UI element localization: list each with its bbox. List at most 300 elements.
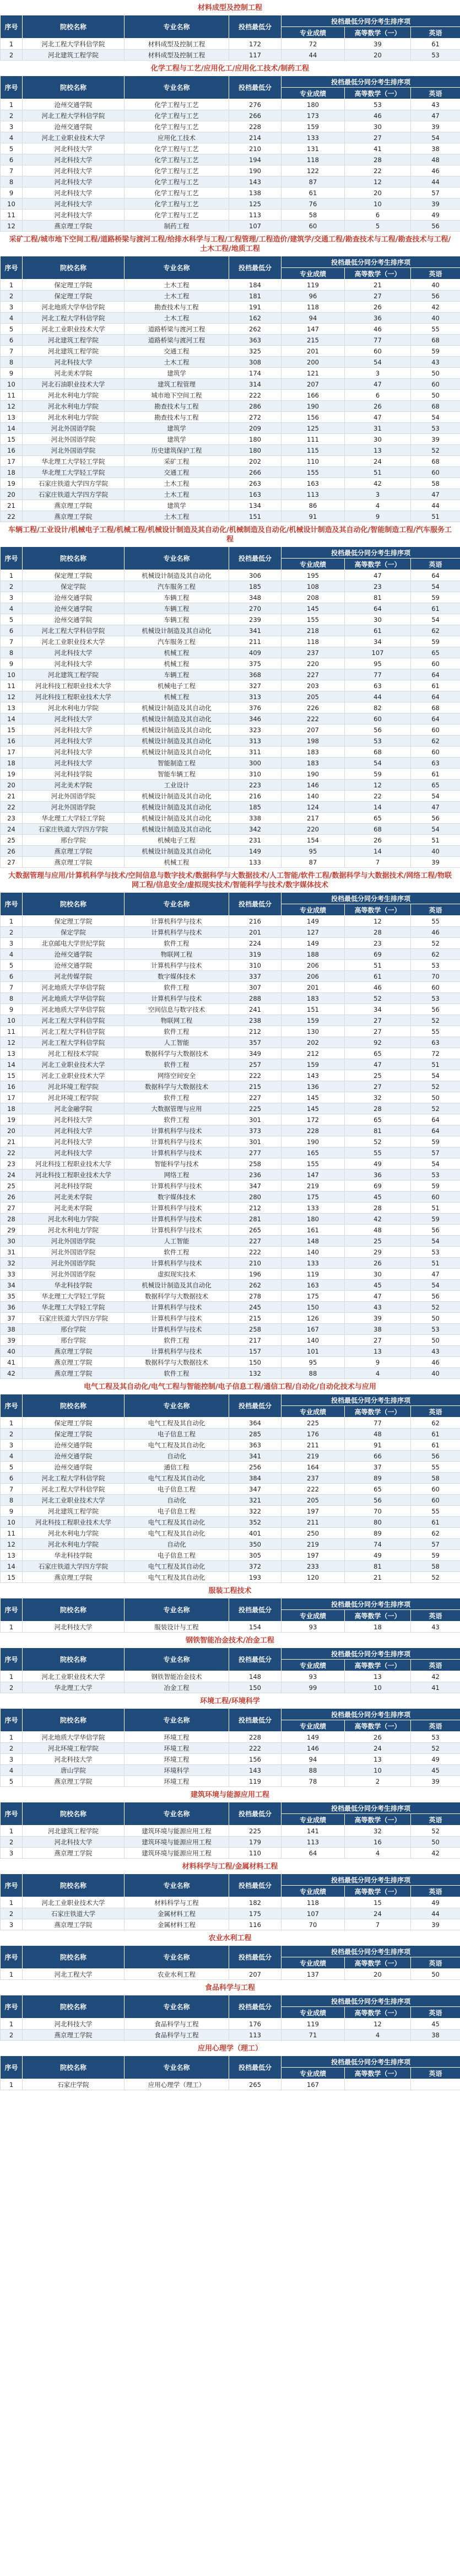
cell-no: 41 (1, 1357, 23, 1368)
table-row (1, 1037, 460, 1048)
cell-score: 118 (282, 154, 345, 165)
cell-min: 265 (229, 1225, 282, 1236)
cell-no: 13 (1, 412, 23, 423)
cell-min: 313 (229, 736, 282, 747)
cell-score: 99 (282, 1682, 345, 1693)
cell-min: 196 (229, 1269, 282, 1280)
cell-no: 24 (1, 1169, 23, 1180)
cell-no: 15 (1, 434, 23, 445)
cell-score: 220 (282, 824, 345, 835)
cell-no: 8 (1, 1495, 23, 1506)
table-row (1, 592, 460, 603)
cell-score: 88 (282, 1765, 345, 1776)
section-title: 钢铁智能冶金技术/冶金工程 (186, 1636, 274, 1645)
cell-score: 136 (282, 1081, 345, 1092)
cell-min: 223 (229, 780, 282, 791)
table-row (1, 1147, 460, 1158)
cell-major: 电子信息工程 (125, 1484, 229, 1495)
cell-score: 126 (282, 1313, 345, 1324)
cell-score: 164 (282, 1462, 345, 1473)
cell-major: 化学工程与工艺 (125, 210, 229, 221)
cell-score: 165 (282, 1147, 345, 1158)
cell-math: 51 (345, 960, 411, 971)
cell-min: 305 (229, 1550, 282, 1561)
cell-score: 154 (282, 835, 345, 846)
header-english: 英语 (411, 2007, 460, 2019)
cell-school: 石家庄学院 (23, 2079, 125, 2090)
cell-score: 86 (282, 500, 345, 511)
cell-major: 通信工程 (125, 1462, 229, 1473)
cell-score: 147 (282, 1169, 345, 1180)
cell-min: 323 (229, 724, 282, 736)
header-major: 专业名称 (125, 2056, 229, 2079)
table-row (1, 1671, 460, 1682)
cell-school: 河北科技大学 (23, 1754, 125, 1765)
cell-eng: 58 (411, 478, 460, 489)
data-section (0, 1379, 460, 1583)
cell-eng: 45 (411, 2019, 460, 2030)
cell-no: 7 (1, 346, 23, 357)
cell-score: 61 (282, 187, 345, 198)
cell-math: 12 (345, 2019, 411, 2030)
cell-no: 9 (1, 1506, 23, 1517)
header-tie-group: 投档最低分同分考生排序项 (282, 76, 460, 88)
cell-score: 205 (282, 691, 345, 702)
cell-eng: 47 (411, 489, 460, 500)
header-major-score: 专业成绩 (282, 1660, 345, 1671)
cell-school: 河北工程大学科信学院 (23, 1026, 125, 1037)
cell-min: 224 (229, 938, 282, 949)
cell-no: 3 (1, 938, 23, 949)
cell-math: 42 (345, 1214, 411, 1225)
cell-no: 4 (1, 313, 23, 324)
table-body (1, 916, 460, 1379)
table-row (1, 938, 460, 949)
cell-school: 河北科技大学 (23, 154, 125, 165)
cell-min: 207 (229, 1969, 282, 1980)
cell-min: 119 (229, 1776, 282, 1787)
cell-school: 石家庄铁道大学四方学院 (23, 824, 125, 835)
table-row (1, 1258, 460, 1269)
cell-school: 河北科技大学 (23, 143, 125, 154)
cell-eng: 62 (411, 1418, 460, 1429)
cell-school: 沧州交通学院 (23, 960, 125, 971)
cell-no: 1 (1, 1418, 23, 1429)
header-row (1, 1874, 460, 1886)
cell-score: 146 (282, 1743, 345, 1754)
cell-major: 化学工程与工艺 (125, 143, 229, 154)
cell-score: 208 (282, 592, 345, 603)
cell-no: 6 (1, 1473, 23, 1484)
cell-no: 1 (1, 1671, 23, 1682)
cell-major: 土木工程 (125, 280, 229, 291)
cell-no: 1 (1, 1622, 23, 1633)
cell-major: 车辆工程 (125, 592, 229, 603)
cell-major: 计算机科学与技术 (125, 960, 229, 971)
header-english: 英语 (411, 268, 460, 280)
cell-eng: 64 (411, 1114, 460, 1125)
cell-school: 河北工业职业技术大学 (23, 324, 125, 335)
header-no: 序号 (1, 1598, 23, 1622)
cell-score: 149 (282, 1732, 345, 1743)
cell-min: 110 (229, 1848, 282, 1859)
cell-eng: 43 (411, 357, 460, 368)
table-row (1, 1539, 460, 1550)
cell-eng: 46 (411, 165, 460, 176)
cell-score: 156 (282, 412, 345, 423)
cell-school: 保定学院 (23, 927, 125, 938)
header-no: 序号 (1, 547, 23, 570)
cell-min: 308 (229, 357, 282, 368)
cell-school: 河北建筑工程学院 (23, 1506, 125, 1517)
table-row (1, 846, 460, 857)
cell-major: 电气工程及其自动化 (125, 1572, 229, 1583)
cell-score: 218 (282, 625, 345, 636)
cell-score: 215 (282, 335, 345, 346)
cell-math: 28 (345, 1203, 411, 1214)
cell-eng: 40 (411, 280, 460, 291)
cell-school: 河北科技大学 (23, 1136, 125, 1147)
cell-eng: 62 (411, 625, 460, 636)
cell-math: 24 (345, 456, 411, 467)
cell-eng: 50 (411, 1092, 460, 1103)
cell-major: 智能制造工程 (125, 758, 229, 769)
cell-math: 6 (345, 210, 411, 221)
cell-math: 54 (345, 357, 411, 368)
header-row (1, 1802, 460, 1814)
header-tie-group: 投档最低分同分考生排序项 (282, 1946, 460, 1957)
cell-eng: 57 (411, 1147, 460, 1158)
cell-math: 92 (345, 1037, 411, 1048)
header-math: 高等数学（一） (345, 88, 411, 99)
cell-eng: 39 (411, 198, 460, 210)
cell-eng: 44 (411, 500, 460, 511)
cell-math: 18 (345, 1622, 411, 1633)
cell-school: 河北工程大学科信学院 (23, 1473, 125, 1484)
cell-eng: 48 (411, 154, 460, 165)
cell-min: 148 (229, 1671, 282, 1682)
table-header (1, 256, 460, 280)
cell-no: 11 (1, 1528, 23, 1539)
section-title: 大数据管理与应用/计算机科学与技术/空间信息与数字技术/数据科学与大数据技术/人工智能/软件工程/数据科学与大数据技术/网络工程/物联网工程/信息安全/虚拟现实技术/智能科学与技术/数字媒体技术 (8, 872, 452, 889)
header-major-score: 专业成绩 (282, 1610, 345, 1622)
table-row (1, 570, 460, 581)
cell-major: 勘查技术与工程 (125, 302, 229, 313)
cell-min: 150 (229, 1682, 282, 1693)
cell-school: 河北外国语学院 (23, 434, 125, 445)
cell-school: 石家庄铁道大学四方学院 (23, 1561, 125, 1572)
cell-major: 车辆工程 (125, 603, 229, 614)
cell-score: 140 (282, 791, 345, 802)
cell-school: 河北水利电力学院 (23, 390, 125, 401)
table-row (1, 1919, 460, 1930)
section-title: 电气工程及其自动化/电气工程与智能控制/电子信息工程/通信工程/自动化/自动化技术与应用 (84, 1383, 376, 1391)
header-tie-group: 投档最低分同分考生排序项 (282, 1648, 460, 1660)
cell-eng: 64 (411, 669, 460, 680)
cell-school: 燕京理工学院 (23, 221, 125, 232)
table-row (1, 489, 460, 500)
cell-math: 53 (345, 736, 411, 747)
cell-major: 软件工程 (125, 1247, 229, 1258)
score-table (0, 76, 460, 232)
cell-eng: 38 (411, 143, 460, 154)
header-min-score: 投档最低分 (229, 1648, 282, 1671)
score-table (0, 1945, 460, 1980)
cell-school: 河北美术学院 (23, 1192, 125, 1203)
cell-major: 软件工程 (125, 1092, 229, 1103)
cell-min: 277 (229, 1147, 282, 1158)
cell-eng: 53 (411, 993, 460, 1004)
header-major: 专业名称 (125, 1874, 229, 1897)
cell-eng: 64 (411, 570, 460, 581)
cell-score: 141 (282, 1826, 345, 1837)
cell-major: 电子信息工程 (125, 1550, 229, 1561)
cell-no: 10 (1, 1015, 23, 1026)
cell-major: 机械设计制造及其自动化 (125, 813, 229, 824)
cell-score: 227 (282, 669, 345, 680)
cell-school: 河北地质大学华信学院 (23, 1732, 125, 1743)
cell-min: 272 (229, 412, 282, 423)
cell-major: 机械电子工程 (125, 835, 229, 846)
header-school: 院校名称 (23, 1394, 125, 1418)
table-row (1, 1776, 460, 1787)
table-body (1, 1897, 460, 1930)
header-math: 高等数学（一） (345, 268, 411, 280)
cell-eng: 53 (411, 423, 460, 434)
cell-math: 47 (345, 1291, 411, 1302)
table-header (1, 1648, 460, 1671)
header-school: 院校名称 (23, 547, 125, 570)
cell-min: 348 (229, 592, 282, 603)
section-title: 材料成型及控制工程 (197, 4, 262, 12)
header-tie-group: 投档最低分同分考生排序项 (282, 1394, 460, 1406)
section-title: 材料科学与工程/金属材料工程 (182, 1863, 278, 1871)
cell-eng: 39 (411, 434, 460, 445)
cell-school: 河北科技大学 (23, 357, 125, 368)
table-row (1, 39, 460, 50)
cell-eng: 61 (411, 680, 460, 691)
cell-math: 47 (345, 1059, 411, 1070)
cell-min: 149 (229, 846, 282, 857)
table-row (1, 291, 460, 302)
cell-eng: 53 (411, 1324, 460, 1335)
cell-min: 368 (229, 669, 282, 680)
cell-eng: 39 (411, 857, 460, 868)
cell-score: 237 (282, 1473, 345, 1484)
cell-score: 88 (282, 1368, 345, 1379)
cell-math: 21 (345, 1572, 411, 1583)
cell-eng: 46 (411, 927, 460, 938)
cell-eng: 59 (411, 636, 460, 647)
table-row (1, 702, 460, 713)
header-row (1, 1394, 460, 1406)
table-row (1, 1335, 460, 1346)
table-row (1, 680, 460, 691)
data-section (0, 1930, 460, 1980)
cell-major: 交通工程 (125, 467, 229, 478)
cell-no: 6 (1, 335, 23, 346)
cell-major: 制药工程 (125, 221, 229, 232)
cell-school: 燕京理工学院 (23, 511, 125, 522)
score-table (0, 1647, 460, 1693)
cell-major: 物联网工程 (125, 949, 229, 960)
cell-no: 11 (1, 680, 23, 691)
cell-school: 邢台学院 (23, 835, 125, 846)
cell-min: 185 (229, 802, 282, 813)
header-school: 院校名称 (23, 256, 125, 280)
cell-eng: 47 (411, 1269, 460, 1280)
cell-eng: 51 (411, 1059, 460, 1070)
table-row (1, 1451, 460, 1462)
table-row (1, 824, 460, 835)
header-tie-group: 投档最低分同分考生排序项 (282, 2056, 460, 2068)
cell-math: 9 (345, 1357, 411, 1368)
cell-school: 沧州交通学院 (23, 121, 125, 132)
table-row (1, 1203, 460, 1214)
cell-score: 233 (282, 1561, 345, 1572)
cell-score: 58 (282, 210, 345, 221)
cell-score: 219 (282, 1451, 345, 1462)
cell-no: 12 (1, 691, 23, 702)
table-row (1, 221, 460, 232)
cell-min: 319 (229, 949, 282, 960)
cell-score: 212 (282, 1048, 345, 1059)
cell-major: 化学工程与工艺 (125, 198, 229, 210)
cell-math: 49 (345, 1550, 411, 1561)
cell-score: 219 (282, 1539, 345, 1550)
cell-no: 21 (1, 500, 23, 511)
cell-eng: 54 (411, 1280, 460, 1291)
cell-school: 河北科技大学 (23, 713, 125, 724)
table-body (1, 1826, 460, 1859)
table-row (1, 1440, 460, 1451)
cell-min: 325 (229, 346, 282, 357)
cell-min: 185 (229, 581, 282, 592)
cell-min: 363 (229, 1440, 282, 1451)
cell-score: 87 (282, 857, 345, 868)
header-tie-group: 投档最低分同分考生排序项 (282, 893, 460, 904)
cell-math: 13 (345, 1671, 411, 1682)
table-row (1, 625, 460, 636)
cell-score: 149 (282, 938, 345, 949)
cell-math: 54 (345, 758, 411, 769)
table-row (1, 1837, 460, 1848)
cell-no: 23 (1, 1158, 23, 1169)
data-section (0, 61, 460, 232)
cell-math: 28 (345, 927, 411, 938)
cell-score: 183 (282, 747, 345, 758)
cell-math: 27 (345, 1081, 411, 1092)
section-title: 采矿工程/城市地下空间工程/道路桥梁与渡河工程/给排水科学与工程/工程管理/工程造价/建筑学/交通工程/勘查技术与工程/勘查技术与工程/土木工程/地质工程 (9, 235, 451, 253)
cell-math: 7 (345, 857, 411, 868)
table-row (1, 1004, 460, 1015)
cell-score: 222 (282, 713, 345, 724)
cell-eng: 39 (411, 1776, 460, 1787)
cell-school: 河北水利电力学院 (23, 412, 125, 423)
table-row (1, 357, 460, 368)
cell-eng: 62 (411, 736, 460, 747)
cell-school: 华北理工大学 (23, 1682, 125, 1693)
cell-min: 175 (229, 1908, 282, 1919)
cell-no: 18 (1, 758, 23, 769)
cell-major: 电气工程及其自动化 (125, 1440, 229, 1451)
cell-school: 河北美术学院 (23, 368, 125, 379)
cell-math: 60 (345, 713, 411, 724)
data-section (0, 2041, 460, 2090)
cell-math: 9 (345, 511, 411, 522)
cell-math: 55 (345, 1147, 411, 1158)
cell-score: 119 (282, 280, 345, 291)
cell-major: 车辆工程 (125, 669, 229, 680)
cell-min: 265 (229, 2079, 282, 2090)
table-row (1, 445, 460, 456)
cell-min: 228 (229, 1732, 282, 1743)
cell-score: 150 (282, 1302, 345, 1313)
header-school: 院校名称 (23, 1874, 125, 1897)
cell-min: 301 (229, 1136, 282, 1147)
cell-no: 18 (1, 467, 23, 478)
cell-math: 56 (345, 1495, 411, 1506)
table-body (1, 39, 460, 61)
header-no: 序号 (1, 1995, 23, 2019)
score-table (0, 546, 460, 868)
cell-no: 7 (1, 1484, 23, 1495)
table-row (1, 1324, 460, 1335)
score-table (0, 15, 460, 61)
cell-no: 25 (1, 835, 23, 846)
cell-major: 机械工程 (125, 691, 229, 702)
cell-eng: 59 (411, 346, 460, 357)
cell-min: 194 (229, 154, 282, 165)
cell-min: 179 (229, 1837, 282, 1848)
header-major: 专业名称 (125, 256, 229, 280)
cell-score: 101 (282, 1346, 345, 1357)
cell-score: 163 (282, 1280, 345, 1291)
cell-math: 69 (345, 949, 411, 960)
cell-major: 空间信息与数字技术 (125, 1004, 229, 1015)
cell-no: 13 (1, 1550, 23, 1561)
cell-eng: 41 (411, 1682, 460, 1693)
cell-major: 机械工程 (125, 658, 229, 669)
cell-eng: 55 (411, 1462, 460, 1473)
header-major: 专业名称 (125, 1394, 229, 1418)
cell-eng: 63 (411, 1037, 460, 1048)
cell-math: 25 (345, 1070, 411, 1081)
cell-no: 14 (1, 423, 23, 434)
cell-math: 7 (345, 1919, 411, 1930)
cell-school: 燕京理工学院 (23, 1572, 125, 1583)
cell-math: 23 (345, 581, 411, 592)
cell-math: 30 (345, 614, 411, 625)
table-row (1, 1622, 460, 1633)
header-school: 院校名称 (23, 2056, 125, 2079)
cell-major: 机械设计制造及其自动化 (125, 625, 229, 636)
cell-school: 河北传媒学院 (23, 971, 125, 982)
cell-major: 机械工程 (125, 857, 229, 868)
score-table (0, 1874, 460, 1930)
cell-min: 191 (229, 302, 282, 313)
cell-no: 8 (1, 176, 23, 187)
cell-eng: 56 (411, 1225, 460, 1236)
cell-no: 4 (1, 1765, 23, 1776)
cell-no: 2 (1, 927, 23, 938)
header-min-score: 投档最低分 (229, 1995, 282, 2019)
cell-score: 93 (282, 1622, 345, 1633)
cell-score: 137 (282, 1969, 345, 1980)
cell-school: 河北工业职业技术大学 (23, 132, 125, 143)
cell-school: 河北地质大学华信学院 (23, 1004, 125, 1015)
cell-no: 16 (1, 445, 23, 456)
